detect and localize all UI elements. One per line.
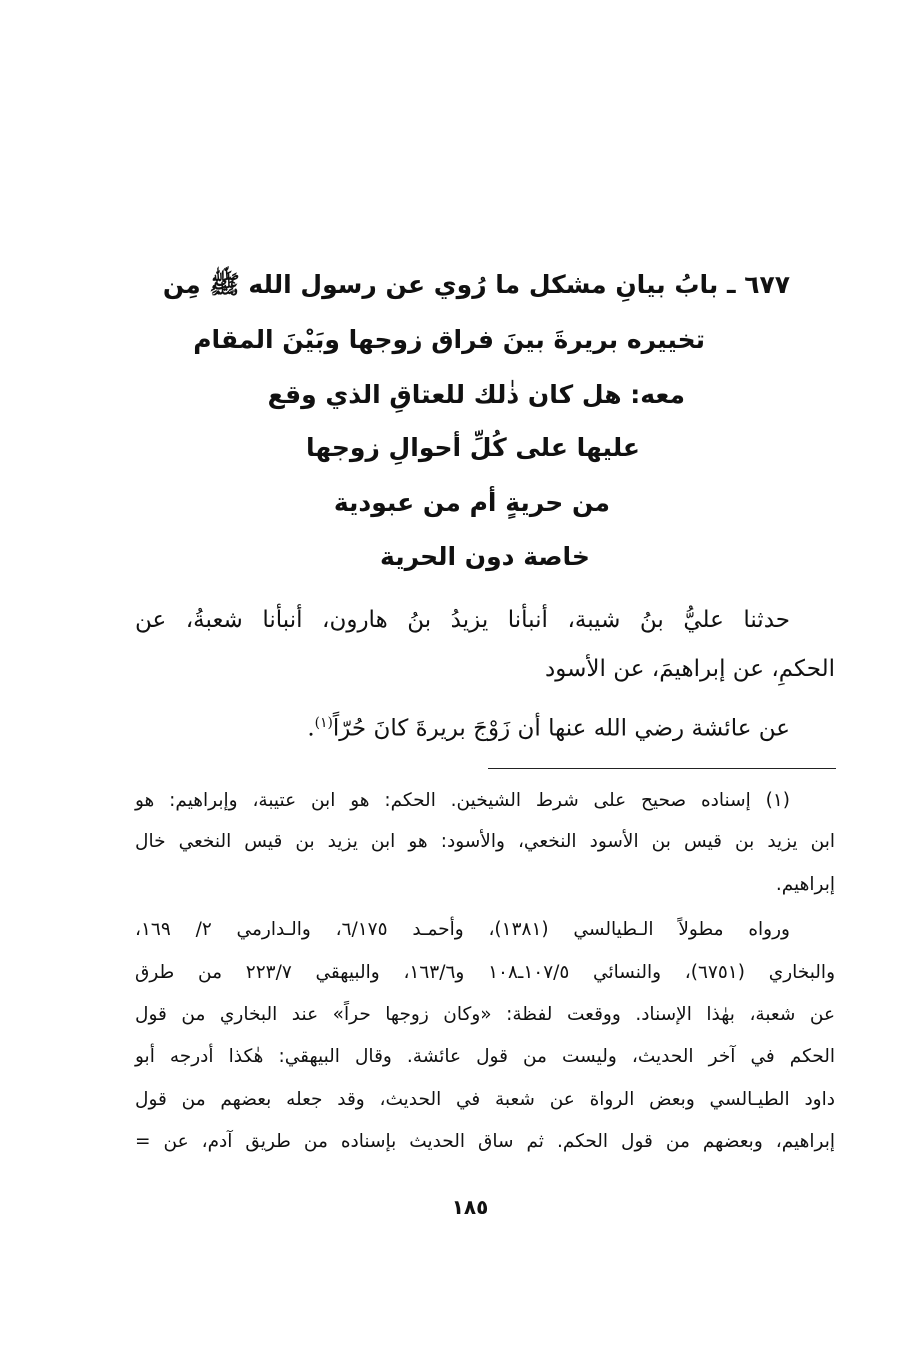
footnote-line-4: ورواه مطولاً الـطيالسي (١٣٨١)، وأحمـد ٦/١٧٥، والـدارمي ٢/ ١٦٩، xyxy=(135,919,790,940)
hadith-chain-line-2: الحكمِ، عن إبراهيمَ، عن الأسود xyxy=(545,656,835,682)
footnote-line-5: والبخاري (٦٧٥١)، والنسائي ١٠٧/٥ـ١٠٨ و١٦٣/٦، والبيهقي ٢٢٣/٧ من طرق xyxy=(135,962,835,983)
footnote-separator xyxy=(488,768,836,769)
page-number: ١٨٥ xyxy=(451,1195,489,1219)
hadith-end-mark: . xyxy=(307,715,315,742)
footnote-line-3: إبراهيم. xyxy=(775,874,835,895)
footnote-line-6: عن شعبة، بهٰذا الإسناد. ووقعت لفظة: «وكان زوجها حراً» عند البخاري من قول xyxy=(135,1004,835,1025)
chapter-heading-line-5: من حريةٍ أم من عبودية xyxy=(333,488,610,517)
footnote-line-8: داود الطيـالسي وبعض الرواة عن شعبة في الحديث، وقد جعله بعضهم من قول xyxy=(135,1089,835,1110)
footnote-marker: (١) xyxy=(314,715,333,731)
footnote-line-2: ابن يزيد بن قيس بن الأسود النخعي، والأسود: هو ابن يزيد بن قيس النخعي خال xyxy=(135,831,835,852)
footnote-line-9: إبراهيم، وبعضهم من قول الحكم. ثم ساق الحديث بإسناده من طريق آدم، عن = xyxy=(135,1131,835,1152)
hadith-text-content: عن عائشة رضي الله عنها أن زَوْجَ بريرةَ كانَ حُرّاً xyxy=(332,715,790,742)
chapter-heading-line-3: معه: هل كان ذٰلك للعتاقِ الذي وقع xyxy=(267,380,685,409)
chapter-heading-line-1: ٦٧٧ ـ بابُ بيانِ مشكل ما رُوي عن رسول الله ﷺ مِن xyxy=(162,270,790,299)
hadith-chain-line-1: حدثنا عليُّ بنُ شيبة، أنبأنا يزيدُ بنُ هارون، أنبأنا شعبةُ، عن xyxy=(135,607,790,633)
chapter-heading-line-4: عليها على كُلِّ أحوالِ زوجها xyxy=(306,433,640,462)
hadith-text xyxy=(245,715,790,743)
chapter-heading-line-2: تخييره بريرةَ بينَ فراق زوجها وبَيْنَ المقام xyxy=(193,325,705,354)
footnote-line-1: (١) إسناده صحيح على شرط الشيخين. الحكم: هو ابن عتيبة، وإبراهيم: هو xyxy=(135,790,790,811)
chapter-heading-line-6: خاصة دون الحرية xyxy=(380,542,590,571)
footnote-line-7: الحكم في آخر الحديث، وليست من قول عائشة. وقال البيهقي: هٰكذا أدرجه أبو xyxy=(135,1046,835,1067)
